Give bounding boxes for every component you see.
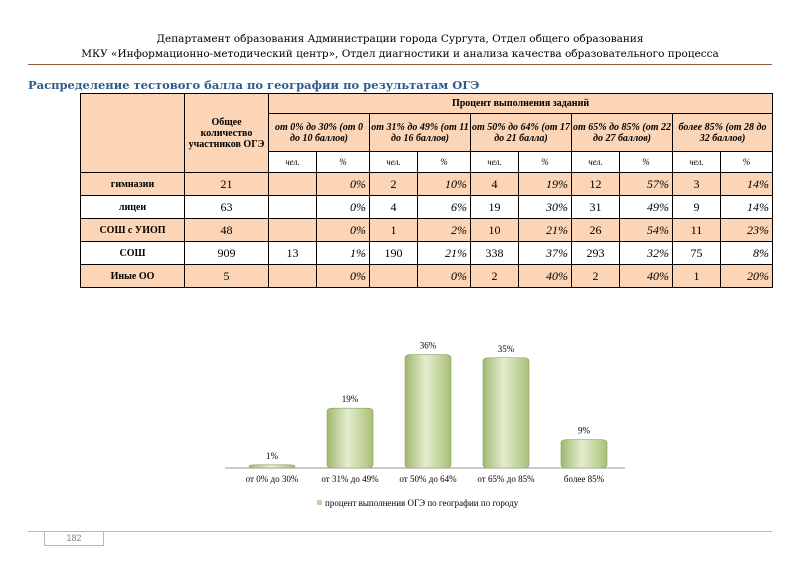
bar	[249, 465, 295, 468]
page-number: 182	[44, 531, 104, 546]
header-divider	[28, 64, 772, 65]
bar	[327, 408, 373, 468]
row-label: СОШ	[81, 242, 185, 265]
count-cell: 75	[673, 242, 721, 265]
count-cell: 26	[572, 219, 620, 242]
count-cell: 11	[673, 219, 721, 242]
percent-cell: 40%	[620, 265, 673, 288]
sub-header-count: чел.	[370, 152, 418, 173]
percent-cell: 0%	[317, 219, 370, 242]
count-cell	[269, 196, 317, 219]
table-row	[81, 265, 773, 288]
page-title: Распределение тестового балла по географии по результатам ОГЭ	[28, 78, 480, 92]
bar	[405, 355, 451, 468]
count-cell: 2	[471, 265, 519, 288]
bar	[483, 358, 529, 468]
total-cell: 63	[185, 196, 269, 219]
data-label: 36%	[419, 340, 437, 351]
tick-label: от 65% до 85%	[477, 474, 535, 484]
count-cell: 12	[572, 173, 620, 196]
tick-label: более 85%	[563, 474, 605, 484]
percent-cell: 32%	[620, 242, 673, 265]
total-cell: 48	[185, 219, 269, 242]
sub-header-pct: %	[620, 152, 673, 173]
bar-chart	[225, 320, 645, 520]
range-header: от 0% до 30% (от 0 до 10 баллов)	[269, 114, 370, 152]
count-cell: 190	[370, 242, 418, 265]
range-header: от 65% до 85% (от 22 до 27 баллов)	[572, 114, 673, 152]
percent-cell: 49%	[620, 196, 673, 219]
count-cell: 13	[269, 242, 317, 265]
percent-cell: 19%	[519, 173, 572, 196]
percent-header: Процент выполнения заданий	[269, 94, 773, 114]
percent-cell: 10%	[418, 173, 471, 196]
range-header: более 85% (от 28 до 32 баллов)	[673, 114, 773, 152]
count-cell: 4	[471, 173, 519, 196]
sub-header-count: чел.	[269, 152, 317, 173]
data-label: 35%	[497, 343, 515, 354]
row-label: Иные ОО	[81, 265, 185, 288]
tick-label: от 31% до 49%	[321, 474, 379, 484]
percent-cell: 21%	[519, 219, 572, 242]
percent-cell: 30%	[519, 196, 572, 219]
table-row	[81, 242, 773, 265]
count-cell: 1	[673, 265, 721, 288]
header-line-1: Департамент образования Администрации города Сургута, Отдел общего образования	[156, 33, 644, 45]
range-header: от 50% до 64% (от 17 до 21 балла)	[471, 114, 572, 152]
percent-cell: 21%	[418, 242, 471, 265]
total-cell: 5	[185, 265, 269, 288]
legend-swatch	[317, 500, 322, 505]
percent-cell: 8%	[721, 242, 773, 265]
results-table	[80, 93, 773, 288]
data-label: 1%	[266, 450, 278, 461]
header-line-2: МКУ «Информационно-методический центр», Отдел диагностики и анализа качества образовательного процесса	[81, 48, 719, 60]
percent-cell: 0%	[317, 265, 370, 288]
tick-label: от 50% до 64%	[399, 474, 457, 484]
row-label: лицеи	[81, 196, 185, 219]
count-cell: 10	[471, 219, 519, 242]
table-row	[81, 173, 773, 196]
data-label: 19%	[341, 394, 359, 405]
count-cell	[269, 265, 317, 288]
corner-cell	[81, 94, 185, 173]
percent-cell: 14%	[721, 173, 773, 196]
sub-header-count: чел.	[572, 152, 620, 173]
percent-cell: 20%	[721, 265, 773, 288]
count-cell: 3	[673, 173, 721, 196]
table-row	[81, 196, 773, 219]
tick-label: от 0% до 30%	[245, 474, 299, 484]
sub-header-pct: %	[721, 152, 773, 173]
percent-cell: 2%	[418, 219, 471, 242]
legend-label: процент выполнения ОГЭ по географии по городу	[325, 498, 519, 508]
count-cell: 4	[370, 196, 418, 219]
percent-cell: 1%	[317, 242, 370, 265]
percent-cell: 57%	[620, 173, 673, 196]
row-label: СОШ с УИОП	[81, 219, 185, 242]
count-cell: 2	[370, 173, 418, 196]
range-header: от 31% до 49% (от 11 до 16 баллов)	[370, 114, 471, 152]
data-label: 9%	[578, 425, 590, 436]
percent-cell: 54%	[620, 219, 673, 242]
count-cell: 2	[572, 265, 620, 288]
percent-cell: 6%	[418, 196, 471, 219]
count-cell: 293	[572, 242, 620, 265]
sub-header-pct: %	[317, 152, 370, 173]
table-row	[81, 219, 773, 242]
count-cell	[370, 265, 418, 288]
total-cell: 21	[185, 173, 269, 196]
total-header: Общее количество участников ОГЭ	[185, 94, 269, 173]
percent-cell: 0%	[317, 173, 370, 196]
percent-cell: 0%	[317, 196, 370, 219]
sub-header-pct: %	[418, 152, 471, 173]
total-cell: 909	[185, 242, 269, 265]
sub-header-count: чел.	[673, 152, 721, 173]
percent-cell: 23%	[721, 219, 773, 242]
row-label: гимназии	[81, 173, 185, 196]
count-cell: 31	[572, 196, 620, 219]
bar	[561, 440, 607, 468]
count-cell	[269, 173, 317, 196]
percent-cell: 0%	[418, 265, 471, 288]
percent-cell: 40%	[519, 265, 572, 288]
count-cell: 19	[471, 196, 519, 219]
count-cell: 1	[370, 219, 418, 242]
count-cell: 9	[673, 196, 721, 219]
percent-cell: 37%	[519, 242, 572, 265]
sub-header-count: чел.	[471, 152, 519, 173]
footer-divider	[28, 531, 772, 532]
count-cell: 338	[471, 242, 519, 265]
percent-cell: 14%	[721, 196, 773, 219]
sub-header-pct: %	[519, 152, 572, 173]
count-cell	[269, 219, 317, 242]
